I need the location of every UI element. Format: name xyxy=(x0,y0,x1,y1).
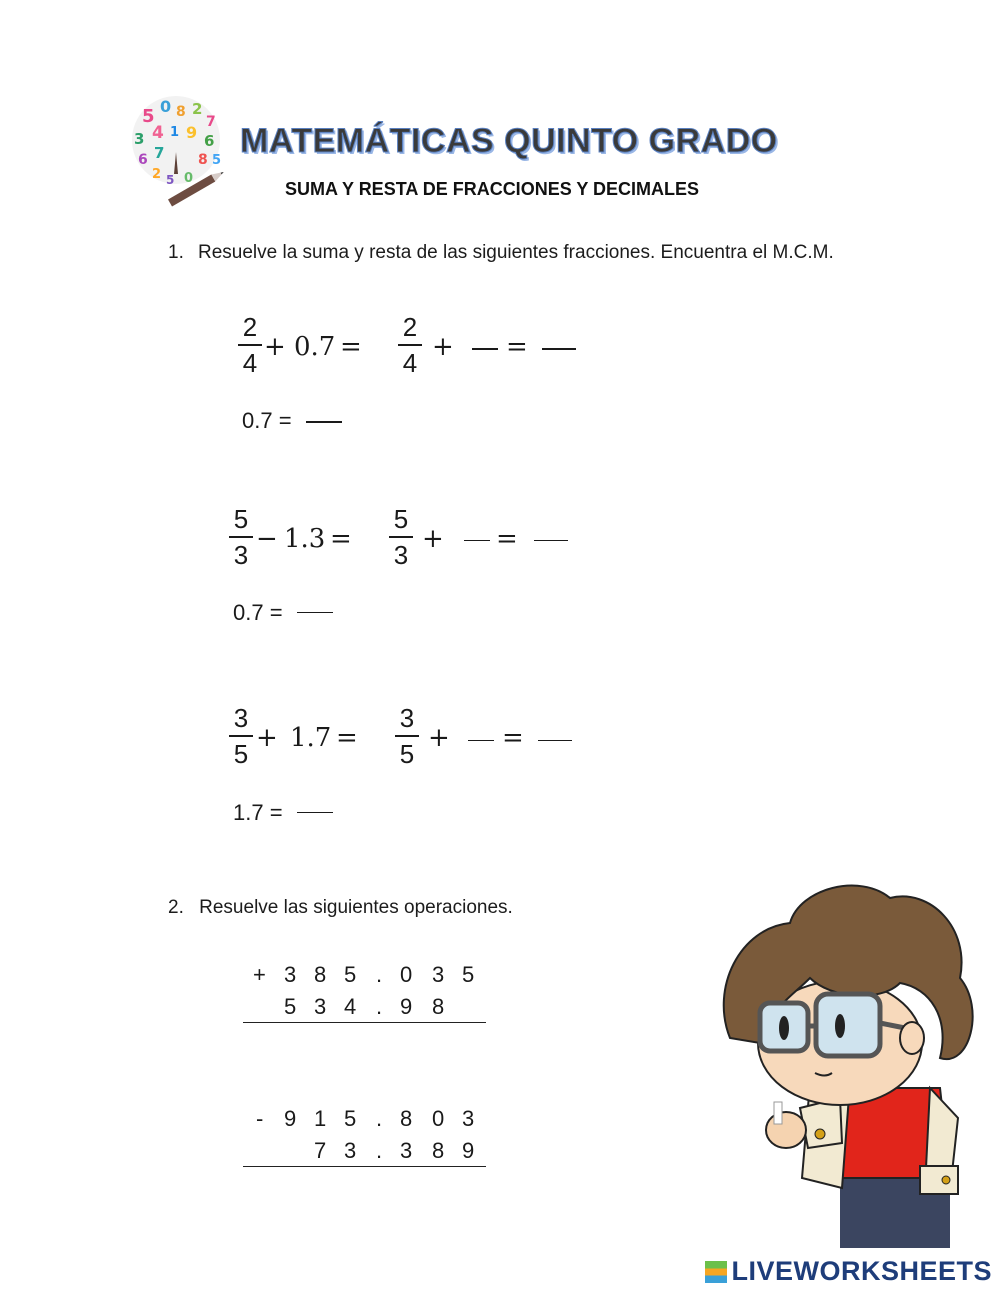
denominator: 4 xyxy=(402,348,418,378)
digit: 1 xyxy=(314,1106,327,1131)
svg-text:6: 6 xyxy=(204,132,215,150)
liveworksheets-logo[interactable] xyxy=(705,1256,992,1287)
number-tree-logo xyxy=(126,92,230,212)
svg-text:5: 5 xyxy=(142,106,155,127)
fraction-bar xyxy=(229,536,253,538)
question-1 xyxy=(168,238,858,268)
equals-sign: = xyxy=(330,524,352,554)
equals-sign: = xyxy=(340,332,362,362)
operator: − xyxy=(256,524,278,554)
answer-blank[interactable] xyxy=(472,348,498,350)
operation-sign: + xyxy=(253,962,266,987)
svg-text:6: 6 xyxy=(138,152,148,168)
equals-sign: = xyxy=(506,332,528,362)
svg-text:0: 0 xyxy=(184,171,194,186)
fraction-bar xyxy=(238,344,262,346)
svg-text:1: 1 xyxy=(170,125,180,140)
digit: 4 xyxy=(344,994,357,1019)
svg-text:3: 3 xyxy=(134,130,145,148)
decimal-point: . xyxy=(376,962,383,987)
digit: 8 xyxy=(400,1106,413,1131)
decimal-value: 0.7 xyxy=(294,332,336,362)
answer-blank[interactable] xyxy=(542,348,576,350)
svg-text:8: 8 xyxy=(198,152,208,168)
result-line xyxy=(243,1022,486,1023)
fraction-bar xyxy=(389,536,413,538)
answer-blank[interactable] xyxy=(297,812,333,813)
fraction xyxy=(238,314,262,376)
digit: 3 xyxy=(400,1138,413,1163)
digit: 8 xyxy=(432,994,445,1019)
svg-text:9: 9 xyxy=(186,123,198,142)
question-text: Resuelve las siguientes operaciones. xyxy=(199,897,513,918)
operator: + xyxy=(428,723,450,753)
digit: 5 xyxy=(344,962,357,987)
digit: 5 xyxy=(462,962,475,987)
brand-icon xyxy=(705,1261,727,1283)
decimal-value: 1.7 xyxy=(290,723,332,753)
operator: + xyxy=(256,723,278,753)
svg-text:0: 0 xyxy=(160,97,172,116)
answer-blank[interactable] xyxy=(538,740,572,741)
denominator: 4 xyxy=(242,348,258,378)
digit: 3 xyxy=(344,1138,357,1163)
digit: 0 xyxy=(400,962,413,987)
svg-text:7: 7 xyxy=(154,144,165,162)
question-text: Resuelve la suma y resta de las siguientes fracciones. Encuentra el M.C.M. xyxy=(198,242,834,263)
operation-sign: - xyxy=(256,1106,264,1131)
svg-text:8: 8 xyxy=(176,104,186,120)
numerator: 2 xyxy=(242,312,258,342)
numerator: 2 xyxy=(402,312,418,342)
cartoon-boy-illustration xyxy=(690,868,990,1248)
answer-blank[interactable] xyxy=(468,740,494,741)
equals-sign: = xyxy=(336,723,358,753)
answer-blank[interactable] xyxy=(297,612,333,613)
fraction-bar xyxy=(395,735,419,737)
decimal-point: . xyxy=(376,1138,383,1163)
brand-text: LIVEWORKSHEETS xyxy=(731,1256,992,1286)
digit: 9 xyxy=(462,1138,475,1163)
numerator: 5 xyxy=(393,504,409,534)
operator: + xyxy=(432,332,454,362)
digit: 0 xyxy=(432,1106,445,1131)
question-2 xyxy=(168,897,513,919)
digit: 9 xyxy=(284,1106,297,1131)
fraction xyxy=(395,705,419,767)
denominator: 5 xyxy=(233,739,249,769)
decimal-value: 1.3 xyxy=(284,524,326,554)
digit: 3 xyxy=(432,962,445,987)
question-number: 1. xyxy=(168,242,184,263)
denominator: 3 xyxy=(233,540,249,570)
equals-sign: = xyxy=(496,524,518,554)
digit: 5 xyxy=(284,994,297,1019)
svg-text:2: 2 xyxy=(152,167,162,182)
svg-text:5: 5 xyxy=(212,153,222,168)
digit: 9 xyxy=(400,994,413,1019)
operator: + xyxy=(422,524,444,554)
svg-text:7: 7 xyxy=(206,114,216,130)
answer-blank[interactable] xyxy=(306,421,342,423)
page-subtitle: SUMA Y RESTA DE FRACCIONES Y DECIMALES xyxy=(285,179,700,199)
digit: 8 xyxy=(314,962,327,987)
answer-blank[interactable] xyxy=(534,540,568,541)
decimal-point: . xyxy=(376,1106,383,1131)
result-line xyxy=(243,1166,486,1167)
svg-text:4: 4 xyxy=(152,123,164,143)
conversion-label: 1.7 = xyxy=(233,800,283,825)
digit: 3 xyxy=(462,1106,475,1131)
page-title: MATEMÁTICAS QUINTO GRADO xyxy=(240,122,778,160)
fraction-bar xyxy=(229,735,253,737)
operator: + xyxy=(264,332,286,362)
fraction xyxy=(229,506,253,568)
fraction xyxy=(229,705,253,767)
digit: 7 xyxy=(314,1138,327,1163)
digit: 3 xyxy=(314,994,327,1019)
conversion-label: 0.7 = xyxy=(233,600,283,625)
denominator: 3 xyxy=(393,540,409,570)
answer-blank[interactable] xyxy=(464,540,490,541)
decimal-point: . xyxy=(376,994,383,1019)
digit: 8 xyxy=(432,1138,445,1163)
equals-sign: = xyxy=(502,723,524,753)
numerator: 5 xyxy=(233,504,249,534)
fraction xyxy=(398,314,422,376)
fraction xyxy=(389,506,413,568)
fraction-bar xyxy=(398,344,422,346)
denominator: 5 xyxy=(399,739,415,769)
conversion-label: 0.7 = xyxy=(242,408,292,433)
svg-text:5: 5 xyxy=(166,173,175,187)
numerator: 3 xyxy=(399,703,415,733)
digit: 3 xyxy=(284,962,297,987)
question-number: 2. xyxy=(168,897,184,918)
numerator: 3 xyxy=(233,703,249,733)
digit: 5 xyxy=(344,1106,357,1131)
svg-text:2: 2 xyxy=(192,100,203,118)
